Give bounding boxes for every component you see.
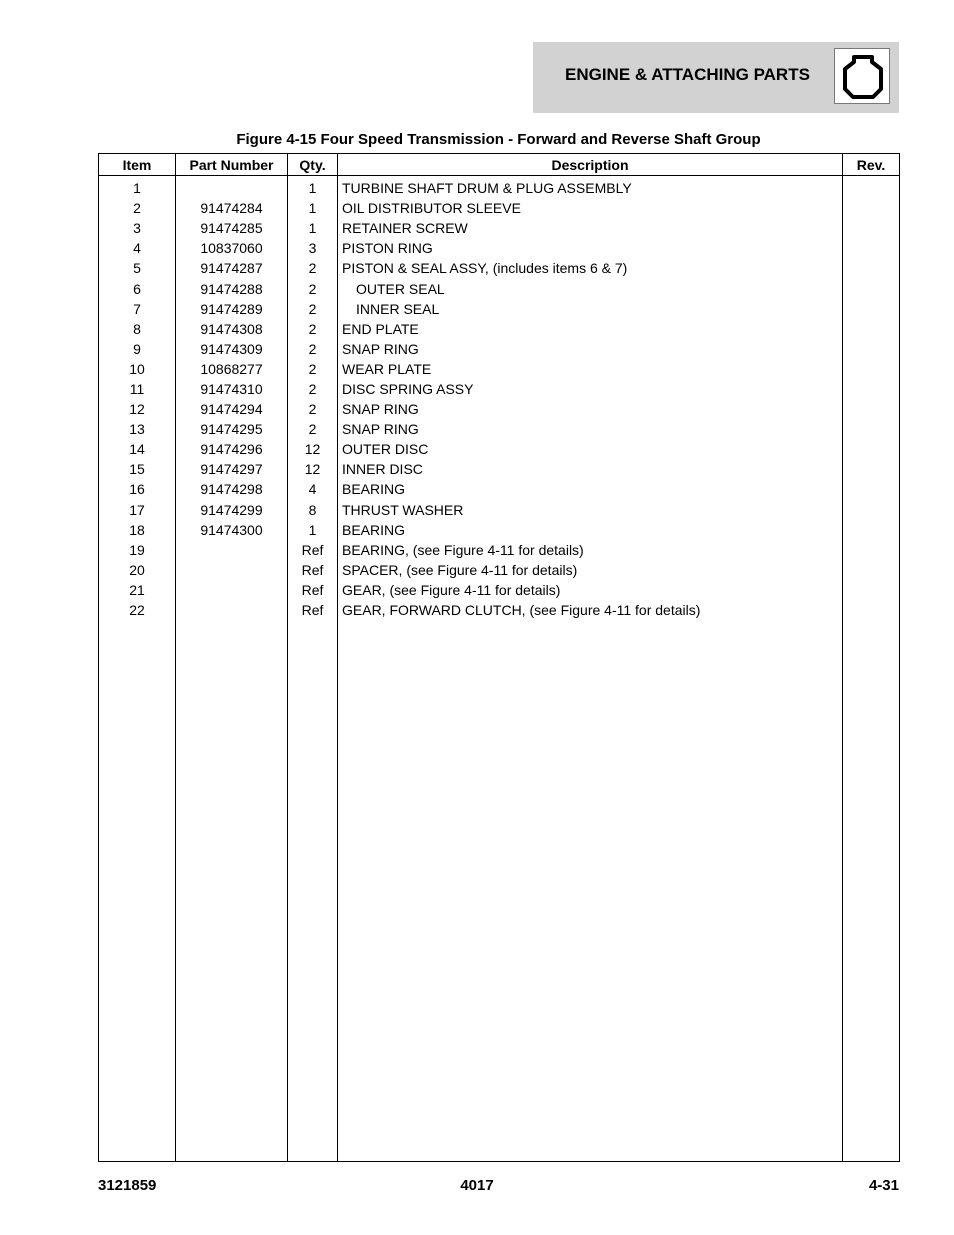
qty-cell: Ref: [288, 560, 338, 580]
qty-cell: 3: [288, 238, 338, 258]
item-cell: 16: [99, 479, 176, 499]
qty-cell: 2: [288, 299, 338, 319]
item-cell: 15: [99, 459, 176, 479]
part-number-cell: 91474294: [176, 399, 288, 419]
table-row: [99, 459, 900, 479]
rev-cell: [843, 258, 900, 278]
table-row: [99, 399, 900, 419]
table-row: [99, 176, 900, 199]
section-header: [533, 42, 899, 113]
description-cell: OUTER DISC: [338, 439, 843, 459]
item-cell: 3: [99, 218, 176, 238]
part-number-cell: 10837060: [176, 238, 288, 258]
table-row: [99, 560, 900, 580]
description-cell: THRUST WASHER: [338, 500, 843, 520]
part-number-cell: [176, 600, 288, 620]
part-number-cell: 10868277: [176, 359, 288, 379]
item-cell: 7: [99, 299, 176, 319]
description-cell: END PLATE: [338, 319, 843, 339]
footer-document-number: 3121859: [98, 1177, 157, 1194]
part-number-cell: 91474309: [176, 339, 288, 359]
qty-cell: 1: [288, 520, 338, 540]
column-header-qty: Qty.: [288, 154, 338, 176]
description-cell: GEAR, FORWARD CLUTCH, (see Figure 4-11 for details): [338, 600, 843, 620]
table-filler-row: [99, 620, 900, 1161]
table-row: [99, 379, 900, 399]
rev-cell: [843, 299, 900, 319]
part-number-cell: 91474300: [176, 520, 288, 540]
item-cell: 6: [99, 278, 176, 298]
item-cell: 21: [99, 580, 176, 600]
description-cell: INNER SEAL: [338, 299, 843, 319]
description-cell: SNAP RING: [338, 419, 843, 439]
description-cell: PISTON & SEAL ASSY, (includes items 6 & 7): [338, 258, 843, 278]
table-row: [99, 198, 900, 218]
qty-cell: 2: [288, 359, 338, 379]
item-cell: 5: [99, 258, 176, 278]
description-cell: OIL DISTRIBUTOR SLEEVE: [338, 198, 843, 218]
table-row: [99, 600, 900, 620]
item-cell: 4: [99, 238, 176, 258]
empty-cell: [338, 620, 843, 1161]
qty-cell: 2: [288, 278, 338, 298]
footer-code: 4017: [460, 1177, 494, 1194]
footer-page-number: 4-31: [868, 1177, 899, 1194]
qty-cell: 2: [288, 379, 338, 399]
rev-cell: [843, 439, 900, 459]
table-row: [99, 479, 900, 499]
rev-cell: [843, 560, 900, 580]
item-cell: 18: [99, 520, 176, 540]
item-cell: 20: [99, 560, 176, 580]
rev-cell: [843, 339, 900, 359]
qty-cell: Ref: [288, 540, 338, 560]
part-number-cell: 91474299: [176, 500, 288, 520]
rev-cell: [843, 459, 900, 479]
table-row: [99, 520, 900, 540]
rev-cell: [843, 176, 900, 199]
part-number-cell: 91474284: [176, 198, 288, 218]
part-number-cell: 91474289: [176, 299, 288, 319]
rev-cell: [843, 379, 900, 399]
description-cell: WEAR PLATE: [338, 359, 843, 379]
table-row: [99, 339, 900, 359]
description-cell: SPACER, (see Figure 4-11 for details): [338, 560, 843, 580]
rev-cell: [843, 540, 900, 560]
table-row: [99, 500, 900, 520]
parts-table: [98, 153, 900, 1162]
description-cell: TURBINE SHAFT DRUM & PLUG ASSEMBLY: [338, 176, 843, 199]
rev-cell: [843, 198, 900, 218]
description-cell: SNAP RING: [338, 399, 843, 419]
qty-cell: 2: [288, 319, 338, 339]
empty-cell: [843, 620, 900, 1161]
rev-cell: [843, 479, 900, 499]
column-header-rev: Rev.: [843, 154, 900, 176]
part-number-cell: [176, 580, 288, 600]
column-header-description: Description: [338, 154, 843, 176]
table-row: [99, 580, 900, 600]
description-cell: DISC SPRING ASSY: [338, 379, 843, 399]
rev-cell: [843, 500, 900, 520]
column-header-part-number: Part Number: [176, 154, 288, 176]
description-cell: PISTON RING: [338, 238, 843, 258]
table-row: [99, 218, 900, 238]
qty-cell: 12: [288, 439, 338, 459]
item-cell: 10: [99, 359, 176, 379]
qty-cell: 12: [288, 459, 338, 479]
empty-cell: [288, 620, 338, 1161]
item-cell: 1: [99, 176, 176, 199]
item-cell: 22: [99, 600, 176, 620]
rev-cell: [843, 580, 900, 600]
part-number-cell: 91474285: [176, 218, 288, 238]
table-header-row: [99, 154, 900, 176]
description-cell: GEAR, (see Figure 4-11 for details): [338, 580, 843, 600]
item-cell: 17: [99, 500, 176, 520]
qty-cell: 8: [288, 500, 338, 520]
rev-cell: [843, 399, 900, 419]
qty-cell: 4: [288, 479, 338, 499]
item-cell: 8: [99, 319, 176, 339]
table-row: [99, 419, 900, 439]
qty-cell: Ref: [288, 600, 338, 620]
rev-cell: [843, 600, 900, 620]
item-cell: 2: [99, 198, 176, 218]
table-row: [99, 439, 900, 459]
table-row: [99, 359, 900, 379]
part-number-cell: 91474295: [176, 419, 288, 439]
description-cell: RETAINER SCREW: [338, 218, 843, 238]
description-cell: OUTER SEAL: [338, 278, 843, 298]
part-number-cell: 91474288: [176, 278, 288, 298]
item-cell: 11: [99, 379, 176, 399]
table-row: [99, 540, 900, 560]
table-row: [99, 278, 900, 298]
part-number-cell: 91474296: [176, 439, 288, 459]
figure-title: Figure 4-15 Four Speed Transmission - Forward and Reverse Shaft Group: [236, 131, 761, 148]
section-title: ENGINE & ATTACHING PARTS: [565, 65, 810, 84]
table-row: [99, 258, 900, 278]
rev-cell: [843, 218, 900, 238]
item-cell: 12: [99, 399, 176, 419]
part-number-cell: 91474287: [176, 258, 288, 278]
empty-cell: [176, 620, 288, 1161]
table-row: [99, 319, 900, 339]
qty-cell: 2: [288, 339, 338, 359]
rev-cell: [843, 520, 900, 540]
engine-block-icon: [834, 48, 890, 104]
qty-cell: 2: [288, 419, 338, 439]
description-cell: INNER DISC: [338, 459, 843, 479]
rev-cell: [843, 319, 900, 339]
description-cell: BEARING: [338, 520, 843, 540]
description-cell: BEARING, (see Figure 4-11 for details): [338, 540, 843, 560]
part-number-cell: [176, 540, 288, 560]
part-number-cell: 91474297: [176, 459, 288, 479]
qty-cell: Ref: [288, 580, 338, 600]
qty-cell: 1: [288, 176, 338, 199]
item-cell: 13: [99, 419, 176, 439]
qty-cell: 2: [288, 399, 338, 419]
rev-cell: [843, 238, 900, 258]
description-cell: SNAP RING: [338, 339, 843, 359]
rev-cell: [843, 278, 900, 298]
rev-cell: [843, 419, 900, 439]
qty-cell: 1: [288, 218, 338, 238]
item-cell: 19: [99, 540, 176, 560]
item-cell: 14: [99, 439, 176, 459]
item-cell: 9: [99, 339, 176, 359]
part-number-cell: [176, 176, 288, 199]
table-row: [99, 299, 900, 319]
part-number-cell: [176, 560, 288, 580]
part-number-cell: 91474308: [176, 319, 288, 339]
part-number-cell: 91474310: [176, 379, 288, 399]
description-cell: BEARING: [338, 479, 843, 499]
qty-cell: 1: [288, 198, 338, 218]
empty-cell: [99, 620, 176, 1161]
column-header-item: Item: [99, 154, 176, 176]
part-number-cell: 91474298: [176, 479, 288, 499]
rev-cell: [843, 359, 900, 379]
qty-cell: 2: [288, 258, 338, 278]
table-row: [99, 238, 900, 258]
